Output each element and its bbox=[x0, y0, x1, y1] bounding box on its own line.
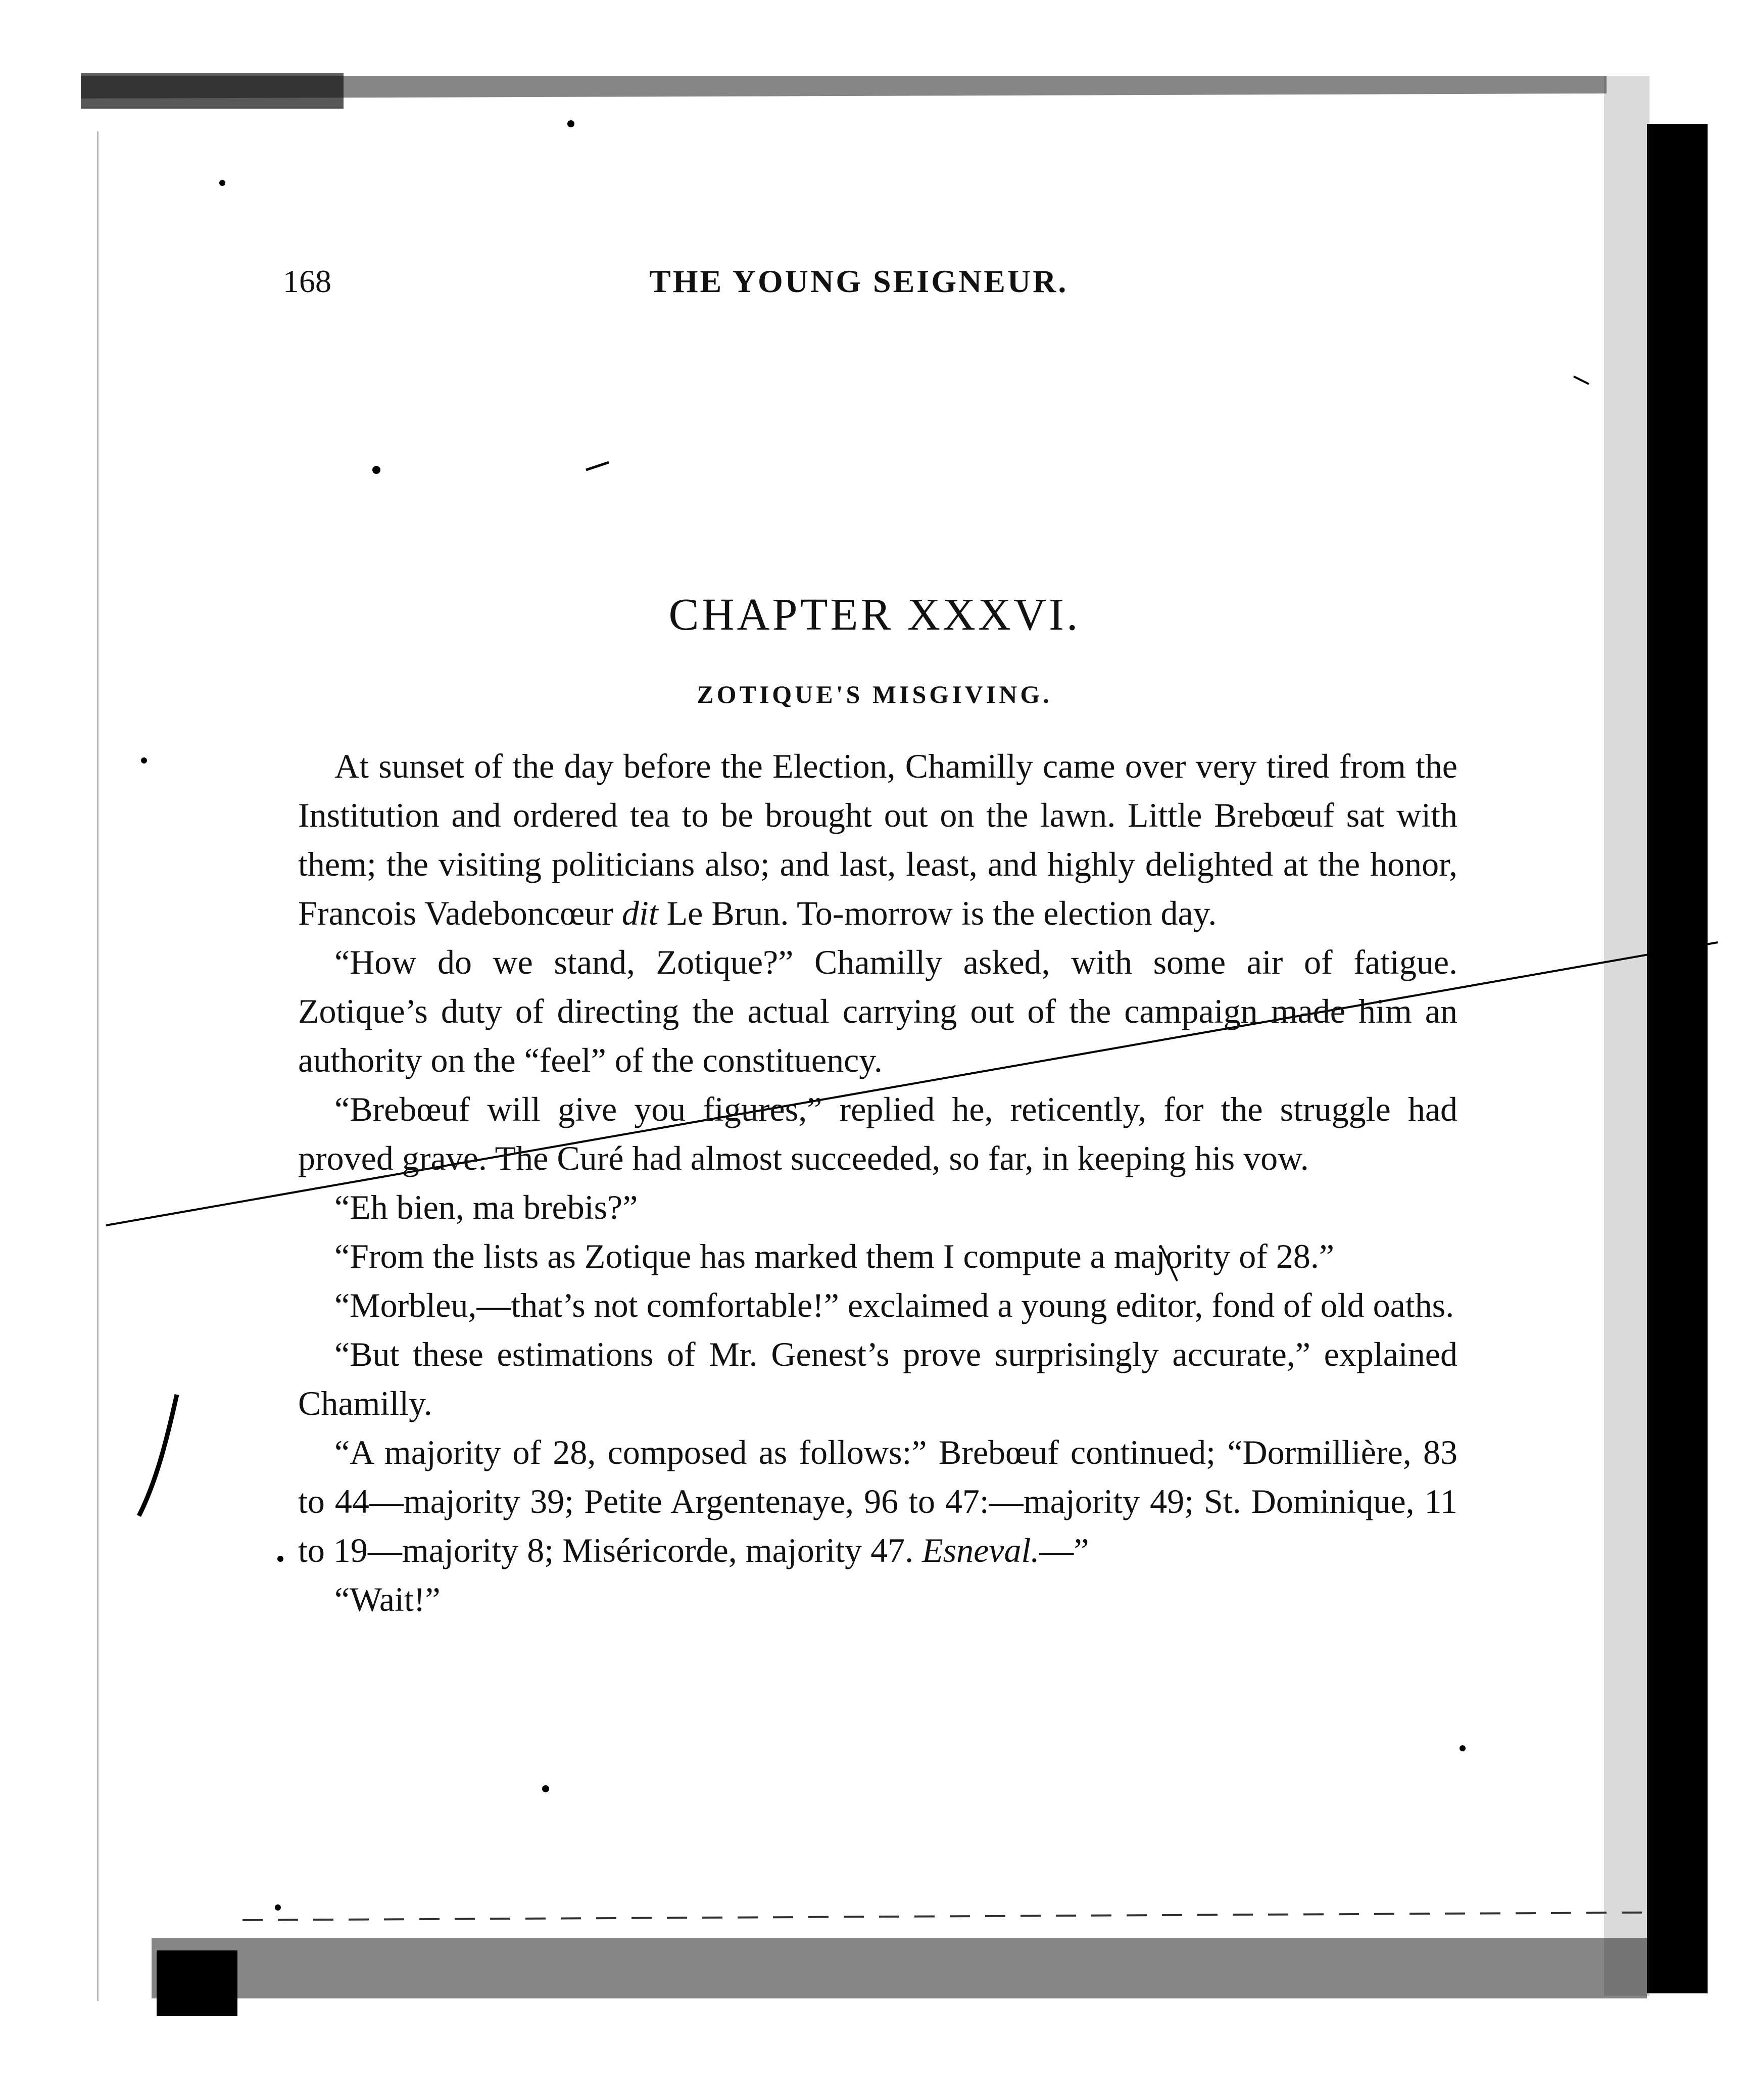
body-text bbox=[298, 742, 1457, 1624]
page-number: 168 bbox=[283, 263, 331, 299]
right-edge-noise bbox=[1604, 76, 1649, 1996]
running-head: THE YOUNG SEIGNEUR. bbox=[649, 263, 1068, 299]
paragraph: “From the lists as Zotique has marked them I compute a majority of 28.” bbox=[334, 1237, 1335, 1275]
paragraph: “How do we stand, Zotique?” Chamilly asked, with some air of fatigue. Zotique’s duty of directing the actual carrying out of the campaign made him an authority on the “feel” of the constituency. bbox=[298, 943, 1457, 1079]
paragraph-tail: —” bbox=[1039, 1531, 1089, 1569]
speck bbox=[1460, 1745, 1466, 1751]
left-margin-line bbox=[97, 131, 99, 2001]
paragraph-text: At sunset of the day before the Election, Chamilly came over very tired from the Institution and ordered tea to be brought out on the lawn. Little Brebœuf sat with them; the visiting politicians also; and last, least, and highly delighted at the honor, Francois Vadeboncœur bbox=[298, 747, 1457, 932]
bottom-dash-line bbox=[242, 1913, 1642, 1920]
paragraph-tail: Le Brun. To-morrow is the election day. bbox=[658, 894, 1217, 932]
paragraph: “Brebœuf will give you figures,” replied he, reticently, for the struggle had proved grave. The Curé had almost succeeded, so far, in keeping his vow. bbox=[298, 1090, 1457, 1177]
paragraph bbox=[298, 742, 1457, 938]
speck bbox=[567, 120, 574, 127]
paragraph: “Eh bien, ma brebis?” bbox=[334, 1188, 638, 1226]
paragraph: “But these estimations of Mr. Genest’s prove surprisingly accurate,” explained Chamilly. bbox=[298, 1335, 1457, 1422]
paragraph bbox=[298, 1428, 1457, 1575]
chapter-title: CHAPTER XXXVI. bbox=[668, 590, 1081, 640]
chapter-subtitle: ZOTIQUE'S MISGIVING. bbox=[697, 680, 1052, 708]
speck bbox=[141, 757, 147, 763]
speck bbox=[275, 1904, 281, 1911]
margin-pen-stroke bbox=[139, 1395, 177, 1516]
italic-dit: dit bbox=[621, 894, 658, 932]
speck bbox=[219, 180, 225, 186]
bottom-edge-noise bbox=[152, 1938, 1647, 1998]
bottom-left-stain bbox=[157, 1950, 237, 2016]
speck bbox=[542, 1785, 549, 1792]
top-left-stain bbox=[81, 73, 344, 109]
right-binding-bar bbox=[1647, 124, 1708, 1993]
paragraph: “Morbleu,—that’s not comfortable!” exclaimed a young editor, fond of old oaths. bbox=[334, 1286, 1454, 1324]
paragraph: “Wait!” bbox=[334, 1580, 441, 1618]
speck bbox=[372, 466, 380, 474]
stray-tick bbox=[586, 462, 609, 470]
paragraph-text: “A majority of 28, composed as follows:” Brebœuf continued; “Dormillière, 83 to 44—majority 39; Petite Argentenaye, 96 to 47:—majority 49; St. Dominique, 11 to 19—majority 8; Miséricorde, majority 47. bbox=[298, 1433, 1457, 1569]
stray-tick bbox=[1574, 376, 1589, 384]
speck bbox=[277, 1556, 283, 1562]
italic-esneval: Esneval. bbox=[922, 1531, 1040, 1569]
